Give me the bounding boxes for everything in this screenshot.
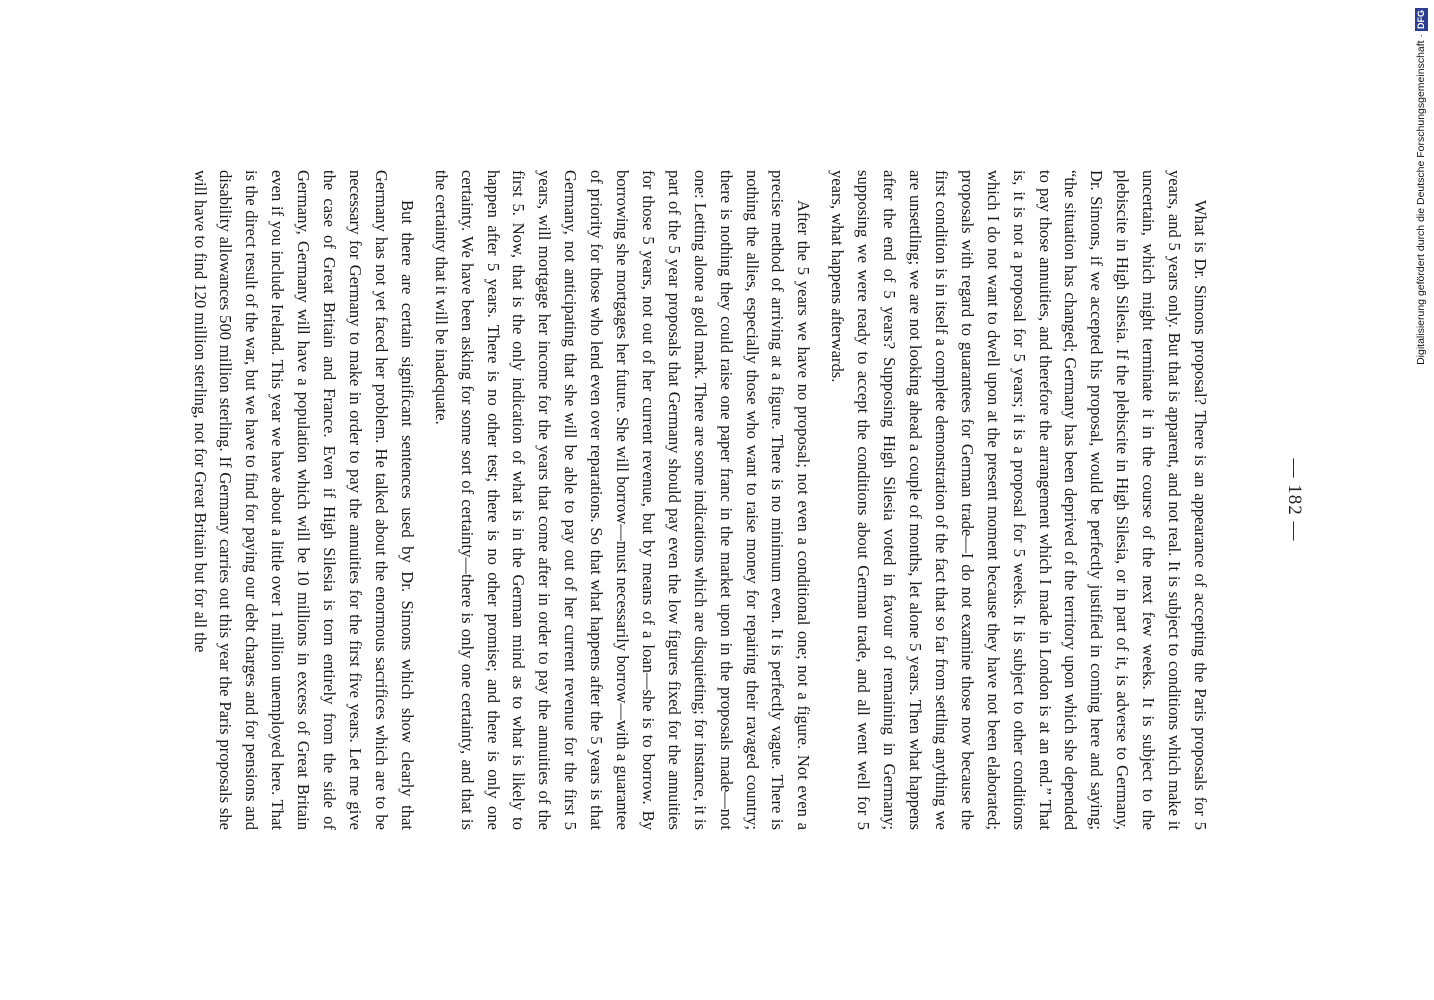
rotated-page-content: [115, 170, 1315, 830]
paragraph-2: After the 5 years we have no proposal; not even a conditional one; not a figure. Not even a precise method of arriving at a figure. There is no minimum even. It is perfectly vague. There is nothing the allies, especially those who want to raise money for repairing their ravaged country; there is nothing they could raise one paper franc in the market upon in the proposals made—not one: Letting alone a gold mark. There are some indications which are disquieting; for instance, it is part of the 5 year proposals that Germany should pay even the low figures fixed for the annuities for those 5 years, not out of her current revenue, but by means of a loan—she is to borrow. By borrowing she mortgages her future. She will borrow—must necessarily borrow—with a guarantee of priority for those who lend even over reparations. So that what happens after the 5 years is that Germany, not anticipating that she will be able to pay out of her current revenue for the first 5 years, will mortgage her income for the years that come after in order to pay the annuities of the first 5. Now, that is the only indication of what is in the German mind as to what is likely to happen after 5 years. There is no other test; there is no other promise; and there is only one certainty. We have been asking for some sort of certainty—there is only one certainty, and that is the certainty that it will be inadequate.: [431, 170, 814, 830]
dfg-logo-badge: DFG: [1416, 10, 1426, 29]
body-text: [187, 170, 1213, 830]
paragraph-1: What is Dr. Simons proposal? There is an appearance of accepting the Paris proposals for 5 years, and 5 years only. But that is apparent, and not real. It is subject to conditions which make it uncertain, which might terminate it in the course of the next few weeks. It is subject to the plebiscite in High Silesia. If the plebiscite in High Silesia, or in part of it, is adverse to Germany, Dr. Simons, if we accepted his proposal, would be perfectly justified in coming here and saying; “the situation has changed; Germany has been deprived of the territory upon which she depended to pay those annuities, and therefore the arrangement which I made in London is at an end.” That is, it is not a proposal for 5 years; it is a proposal for 5 weeks. It is subject to other conditions which I do not want to dwell upon at the present moment because they have not been elaborated; proposals with regard to guarantees for German trade—I do not examine those now because the first condition is in itself a complete demonstration of the fact that so far from settling anything we are unsettling; we are not looking ahead a couple of months, let alone 5 years. Then what happens after the end of 5 years? Supposing High Silesia voted in favour of remaining in Germany; supposing we were ready to accept the conditions about German trade, and all went well for 5 years, what happens afterwards.: [828, 170, 1210, 830]
credit-text: Digitalisierung gefördert durch die Deutsche Forschungsgemeinschaft ·: [1415, 34, 1427, 365]
digitization-credit: [1410, 8, 1432, 408]
page-number: — 182 —: [1284, 458, 1305, 542]
paragraph-3: But there are certain significant sentences used by Dr. Simons which show clearly that Germany has not yet faced her problem. He talked about the enormous sacrifices which are to be necessary for Germany to make in order to pay the annuities for the first five years. Let me give the case of Great Britain and France. Even if High Silesia is torn entirely from the side of Germany, Germany will have a population which will be 10 millions in excess of Great Britain even if you include Ireland. This year we have about a little over 1 million unemployed here. That is the direct result of the war, but we have to find for paying our debt charges and for pensions and disability allowances 500 million sterling. If Germany carries out this year the Paris proposals she will have to find 120 million sterling, not for Great Britain but for all the: [190, 170, 417, 830]
